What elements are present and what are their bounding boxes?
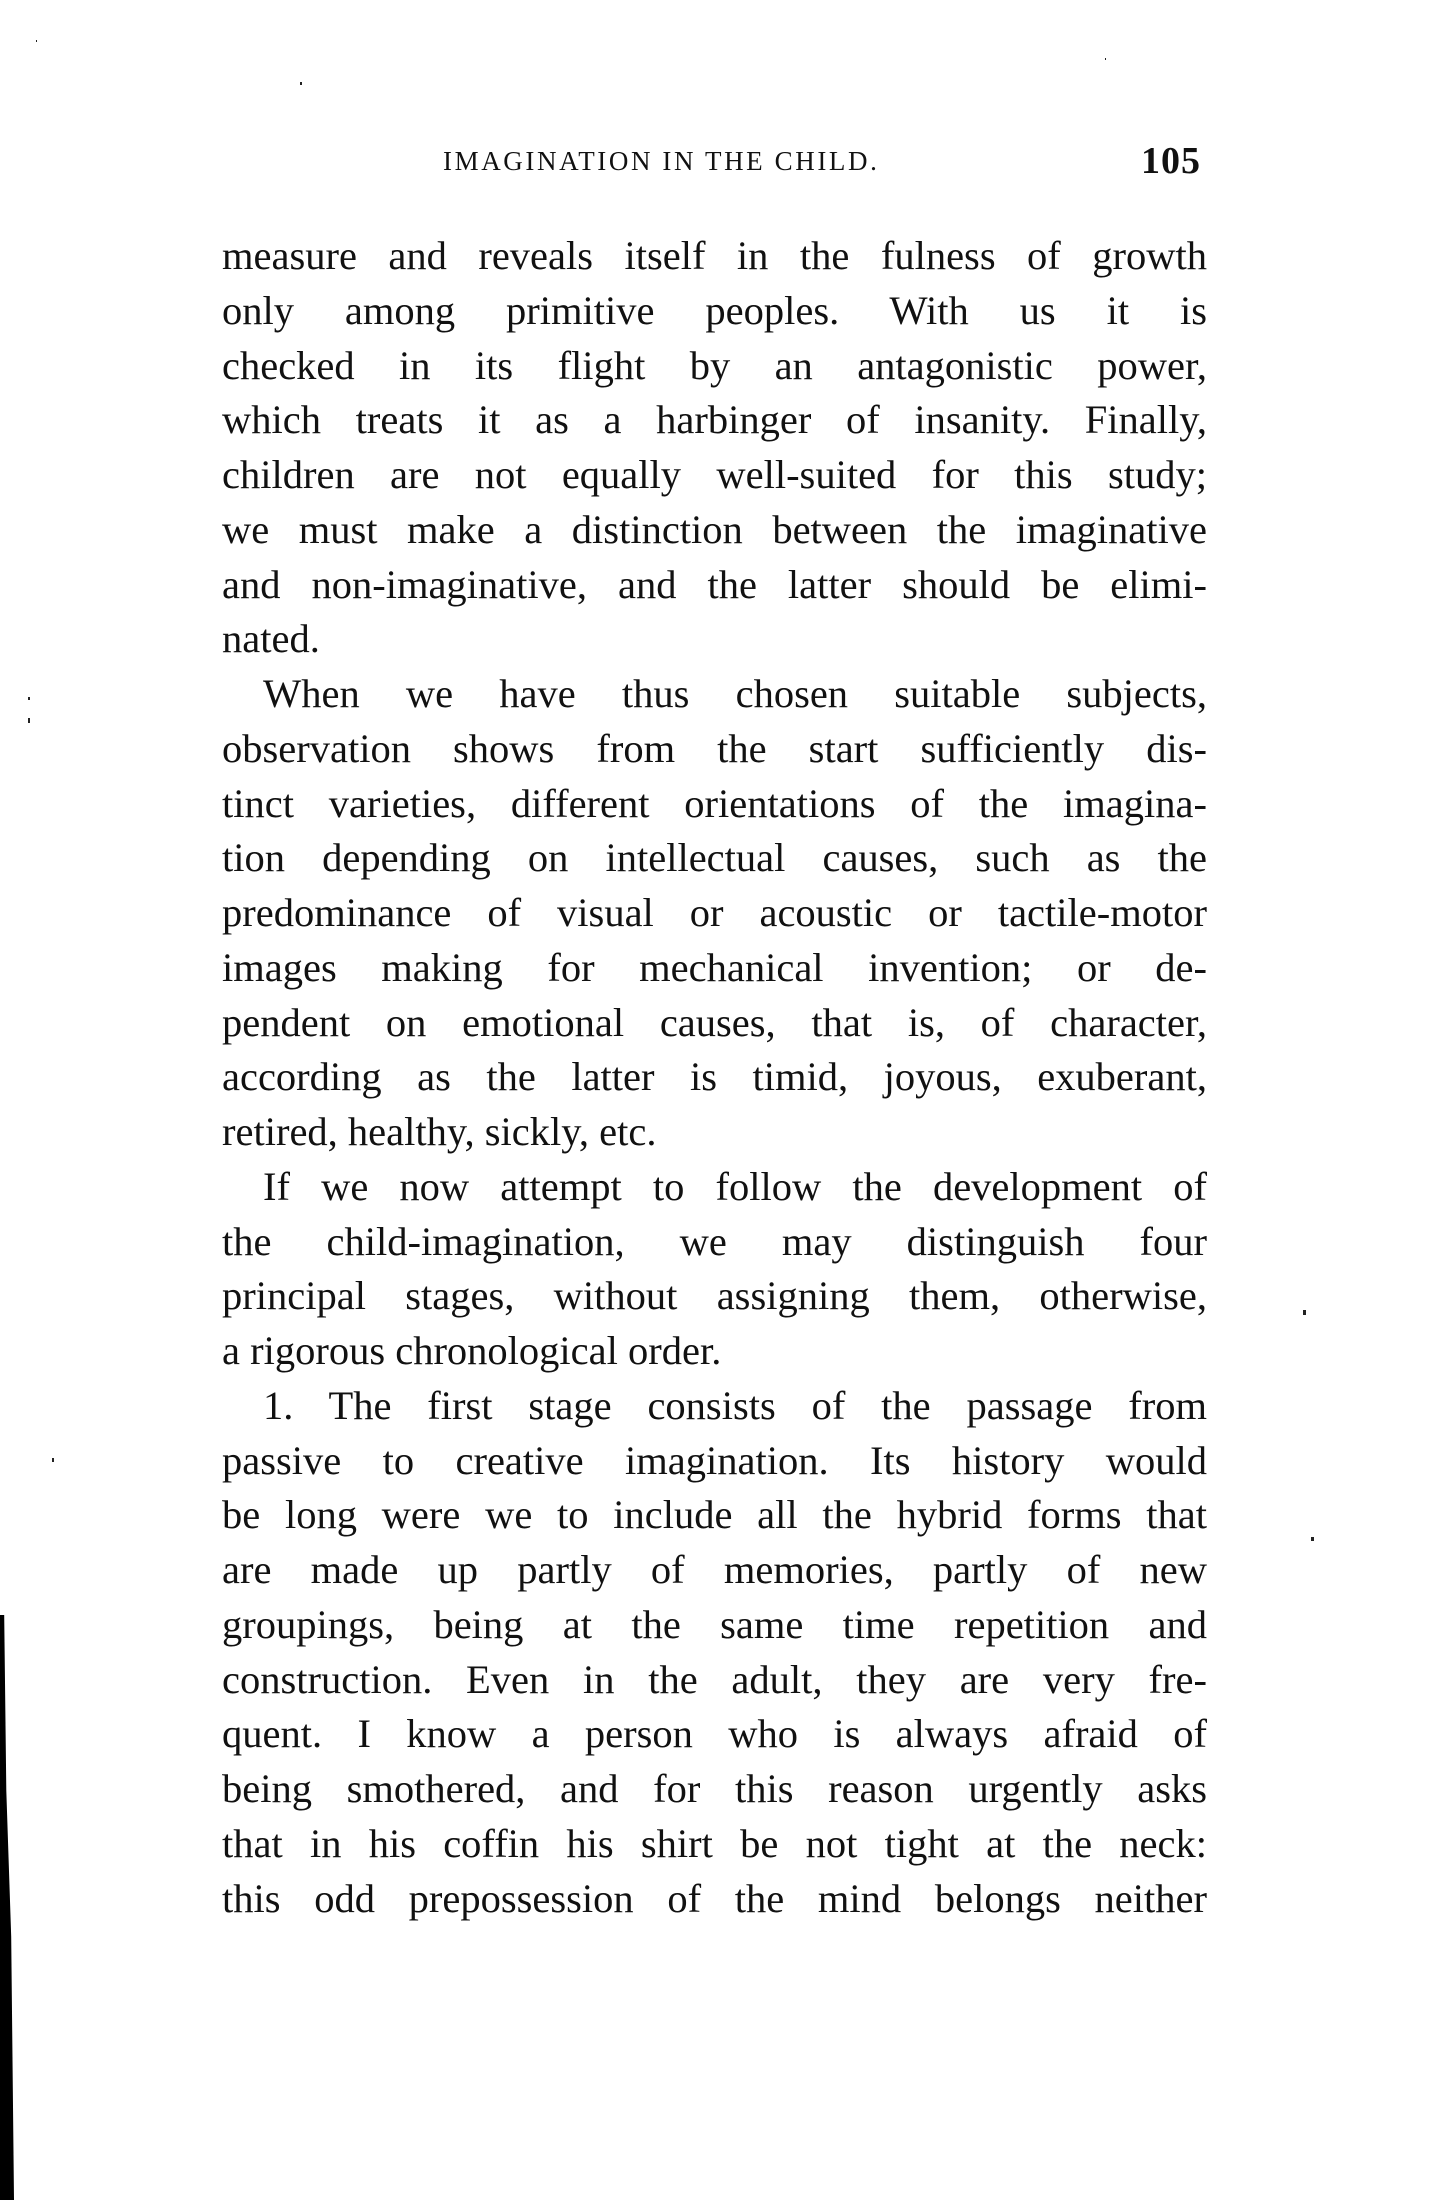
page-number: 105	[1141, 140, 1201, 182]
scan-speck	[300, 82, 302, 85]
scan-speck	[1303, 1310, 1306, 1315]
text-line: If we now attempt to follow the development of	[263, 1163, 1207, 1209]
text-line: checked in its flight by an antagonistic power,	[222, 342, 1207, 388]
text-line: the child-imagination, we may distinguish four	[222, 1218, 1207, 1264]
text-line: pendent on emotional causes, that is, of character,	[222, 999, 1207, 1045]
body-text	[222, 229, 1207, 1926]
text-line: nated.	[222, 616, 320, 662]
text-line: and non-imaginative, and the latter should be elimi-	[222, 561, 1207, 607]
text-line: which treats it as a harbinger of insanity. Finally,	[222, 397, 1207, 443]
text-line: passive to creative imagination. Its history would	[222, 1437, 1207, 1483]
text-line: measure and reveals itself in the fulness of growth	[222, 233, 1207, 278]
text-line: observation shows from the start sufficiently dis-	[222, 725, 1207, 771]
text-line: images making for mechanical invention; or de-	[222, 944, 1207, 990]
text-line: only among primitive peoples. With us it is	[222, 287, 1207, 333]
text-line: quent. I know a person who is always afraid of	[222, 1711, 1207, 1757]
scan-speck	[28, 697, 30, 700]
running-title: IMAGINATION IN THE CHILD.	[443, 146, 880, 176]
text-line: being smothered, and for this reason urgently asks	[222, 1766, 1207, 1811]
text-line: predominance of visual or acoustic or tactile-motor	[222, 890, 1207, 935]
scan-edge-shadow	[0, 1615, 14, 2200]
text-line: be long were we to include all the hybrid forms that	[222, 1492, 1207, 1538]
text-line: construction. Even in the adult, they are very fre-	[222, 1656, 1207, 1702]
text-line: tinct varieties, different orientations of the imagina-	[222, 780, 1207, 826]
text-line: groupings, being at the same time repetition and	[222, 1601, 1207, 1647]
text-line: retired, healthy, sickly, etc.	[222, 1109, 657, 1154]
scan-speck	[36, 40, 37, 42]
scan-speck	[1105, 58, 1106, 60]
text-line: tion depending on intellectual causes, such as the	[222, 835, 1207, 881]
scan-speck	[28, 718, 30, 723]
text-line: that in his coffin his shirt be not tight at the neck:	[222, 1820, 1207, 1866]
text-line: according as the latter is timid, joyous, exuberant,	[222, 1054, 1207, 1100]
text-line: 1. The first stage consists of the passage from	[263, 1382, 1207, 1428]
text-line: children are not equally well-suited for this study;	[222, 452, 1207, 497]
text-line: we must make a distinction between the imaginative	[222, 506, 1207, 552]
running-head	[222, 140, 1207, 180]
text-line: are made up partly of memories, partly of new	[222, 1547, 1207, 1592]
text-line: a rigorous chronological order.	[222, 1328, 722, 1373]
text-line: principal stages, without assigning them, otherwise,	[222, 1273, 1207, 1319]
scan-speck	[1311, 1537, 1314, 1541]
text-line: When we have thus chosen suitable subjects,	[263, 671, 1207, 716]
scan-speck	[52, 1458, 54, 1462]
text-line: this odd prepossession of the mind belongs neither	[222, 1875, 1207, 1921]
